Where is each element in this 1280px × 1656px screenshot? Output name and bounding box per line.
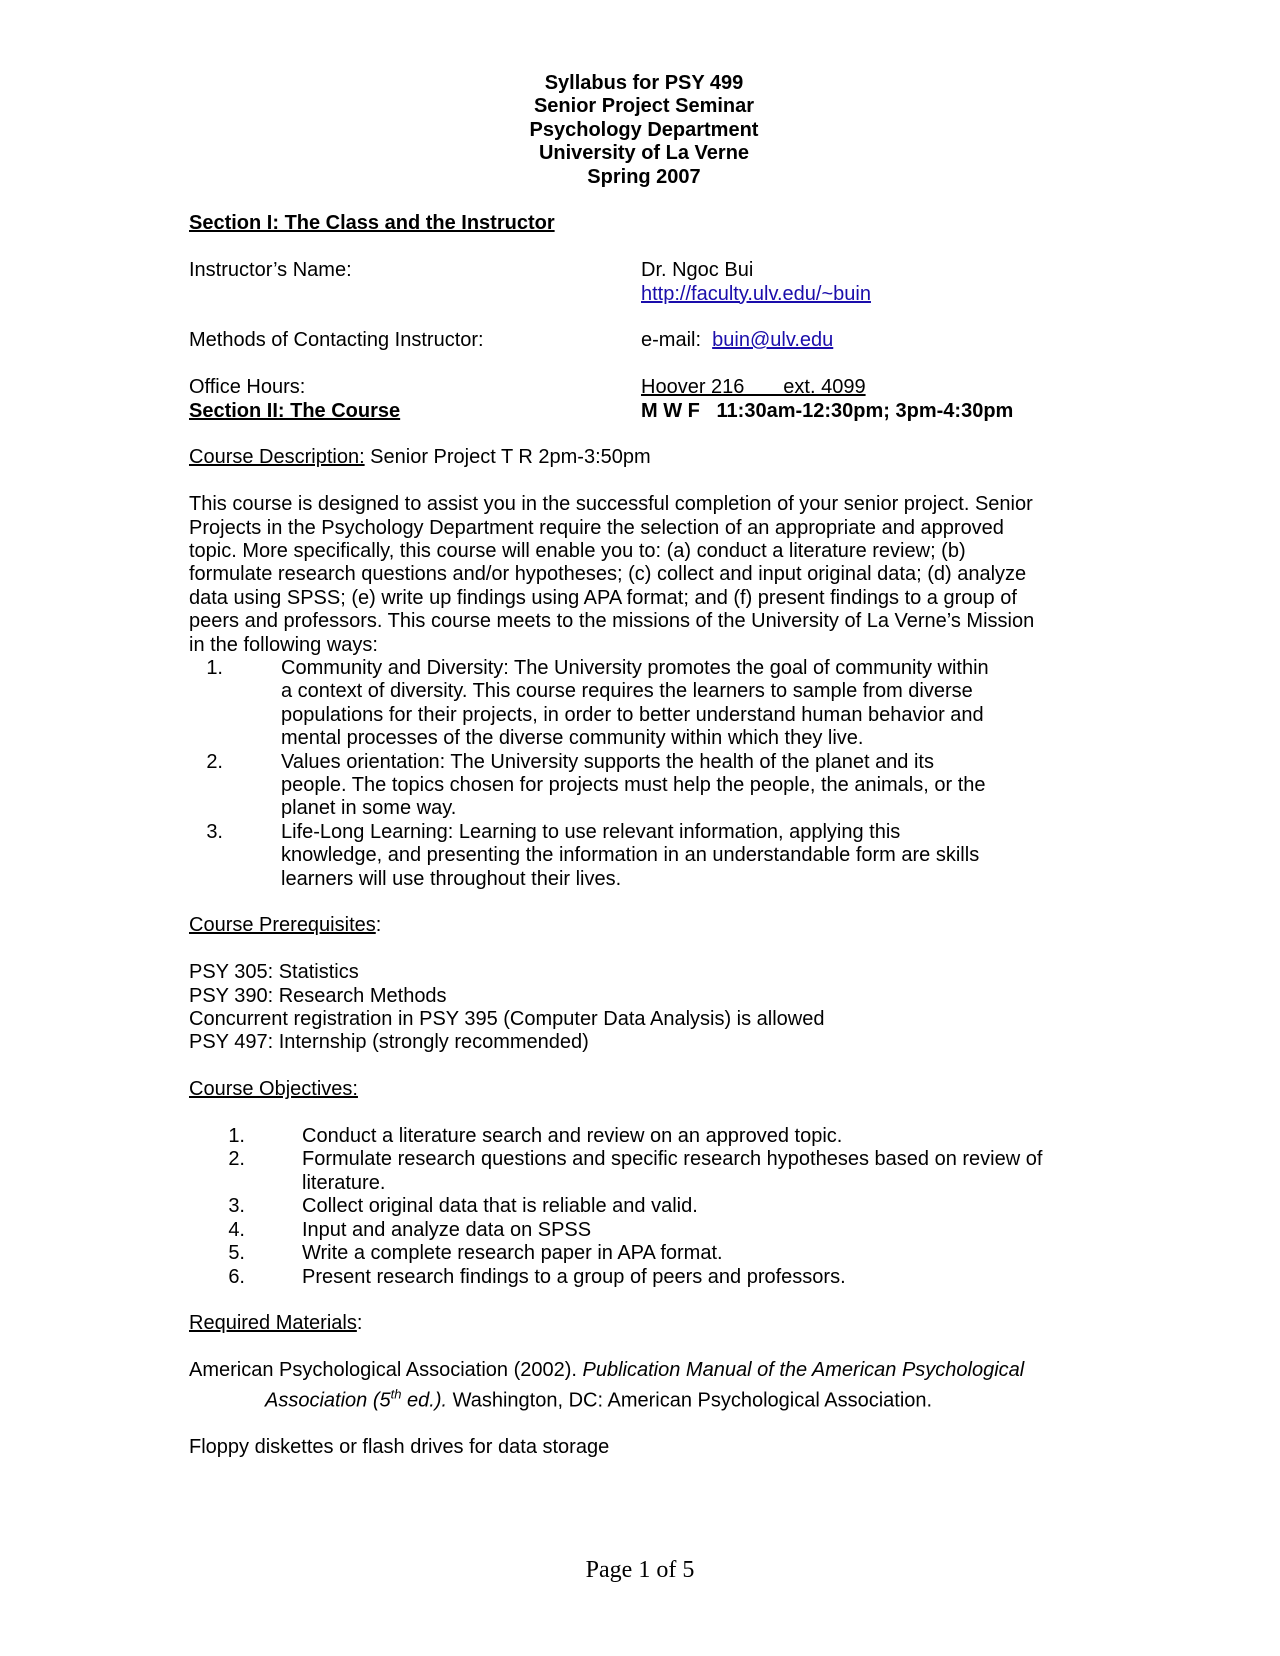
office-label: Office Hours: xyxy=(189,376,306,399)
materials-label: Required Materials xyxy=(189,1312,357,1335)
instructor-label: Instructor’s Name: xyxy=(189,259,352,282)
reference-title-cont: Association (5 xyxy=(265,1389,391,1412)
instructor-url-link[interactable]: http://faculty.ulv.edu/~buin xyxy=(641,282,871,305)
instructor-name: Dr. Ngoc Bui xyxy=(641,259,754,282)
list-line: literature. xyxy=(302,1171,386,1194)
title-line: Syllabus for PSY 499 xyxy=(544,72,744,94)
reference-title: Publication Manual of the American Psychological xyxy=(582,1359,1025,1382)
list-line: knowledge, and presenting the information in an understandable form are skills xyxy=(281,844,980,867)
list-line: planet in some way. xyxy=(281,797,457,820)
list-line: a context of diversity. This course requires the learners to sample from diverse xyxy=(281,680,973,703)
list-number: 6. xyxy=(228,1265,245,1288)
prerequisites-list xyxy=(189,961,1099,1055)
prerequisite-item: Concurrent registration in PSY 395 (Computer Data Analysis) is allowed xyxy=(189,1008,825,1031)
office-hours: M W F 11:30am-12:30pm; 3pm-4:30pm xyxy=(641,399,1014,422)
list-line: Values orientation: The University supports the health of the planet and its xyxy=(281,750,934,773)
materials-heading xyxy=(189,1312,1099,1335)
reference-superscript: th xyxy=(390,1386,402,1402)
document-title xyxy=(189,72,1099,189)
list-line: Collect original data that is reliable and valid. xyxy=(302,1195,698,1218)
list-item xyxy=(189,1148,1099,1195)
page-number: Page 1 of 5 xyxy=(585,1557,695,1583)
list-line: people. The topics chosen for projects must help the people, the animals, or the xyxy=(281,774,986,797)
prerequisite-item: PSY 497: Internship (strongly recommended) xyxy=(189,1031,589,1054)
list-number: 4. xyxy=(228,1218,245,1241)
course-description xyxy=(189,446,1099,469)
title-line: Psychology Department xyxy=(529,118,759,141)
intro-line: Projects in the Psychology Department require the selection of an appropriate and approved xyxy=(189,516,1004,539)
list-item xyxy=(189,1219,1099,1242)
list-line: Input and analyze data on SPSS xyxy=(302,1218,592,1241)
list-number: 2. xyxy=(206,750,223,773)
course-description-value: Senior Project T R 2pm-3:50pm xyxy=(364,446,651,469)
list-number: 3. xyxy=(228,1195,245,1218)
objectives-heading: Course Objectives: xyxy=(189,1078,358,1101)
list-item xyxy=(189,657,1099,751)
intro-line: This course is designed to assist you in the successful completion of your senior project. Senior xyxy=(189,493,1033,516)
list-number: 2. xyxy=(228,1148,245,1171)
email-link[interactable]: buin@ulv.edu xyxy=(712,329,834,352)
instructor-row xyxy=(189,259,1099,306)
reference-edition: ed.). xyxy=(401,1389,448,1412)
storage-note: Floppy diskettes or flash drives for data storage xyxy=(189,1435,610,1458)
list-number: 1. xyxy=(228,1125,245,1148)
title-line: University of La Verne xyxy=(538,142,750,165)
list-line: populations for their projects, in order to better understand human behavior and xyxy=(281,703,984,726)
list-line: Formulate research questions and specific research hypotheses based on review of xyxy=(302,1148,1043,1171)
title-line: Senior Project Seminar xyxy=(533,95,755,118)
materials-colon: : xyxy=(356,1312,363,1335)
apa-reference xyxy=(189,1359,1099,1412)
list-line: Write a complete research paper in APA format. xyxy=(302,1242,723,1265)
list-item xyxy=(189,821,1099,891)
list-item xyxy=(189,1195,1099,1218)
list-item xyxy=(189,1266,1099,1289)
reference-author: American Psychological Association (2002). xyxy=(189,1359,583,1382)
list-number: 1. xyxy=(206,657,223,679)
intro-line: in the following ways: xyxy=(189,633,378,656)
contact-row xyxy=(189,329,1099,352)
list-line: learners will use throughout their lives. xyxy=(281,867,622,890)
list-line: Community and Diversity: The University promotes the goal of community within xyxy=(281,657,989,679)
email-prefix: e-mail: xyxy=(641,329,702,352)
list-line: Present research findings to a group of peers and professors. xyxy=(302,1265,846,1288)
mission-ways-list xyxy=(189,657,1099,891)
intro-line: topic. More specifically, this course will enable you to: (a) conduct a literature review; (b) xyxy=(189,539,966,562)
syllabus-page xyxy=(189,72,1099,1459)
office-room: Hoover 216 ext. 4099 xyxy=(641,376,866,399)
reference-publisher: Washington, DC: American Psychological Association. xyxy=(447,1389,933,1412)
list-number: 5. xyxy=(228,1242,245,1265)
intro-line: data using SPSS; (e) write up findings using APA format; and (f) present findings to a group of xyxy=(189,586,1017,609)
title-line: Spring 2007 xyxy=(587,165,701,188)
course-description-label: Course Description: xyxy=(189,446,365,469)
list-item xyxy=(189,1242,1099,1265)
list-line: Conduct a literature search and review on an approved topic. xyxy=(302,1125,843,1148)
list-item xyxy=(189,1125,1099,1148)
list-number: 3. xyxy=(206,820,223,843)
course-intro xyxy=(189,493,1099,657)
intro-line: formulate research questions and/or hypotheses; (c) collect and input original data; (d) analyze xyxy=(189,563,1027,586)
prerequisites-colon: : xyxy=(375,914,382,937)
list-item xyxy=(189,751,1099,821)
objectives-list xyxy=(189,1125,1099,1289)
section-2-heading: Section II: The Course xyxy=(189,399,401,422)
section-1-heading: Section I: The Class and the Instructor xyxy=(189,212,555,235)
contact-label: Methods of Contacting Instructor: xyxy=(189,329,484,352)
list-line: Life-Long Learning: Learning to use relevant information, applying this xyxy=(281,820,901,843)
prerequisite-item: PSY 390: Research Methods xyxy=(189,984,447,1007)
intro-line: peers and professors. This course meets to the missions of the University of La Verne’s Mission xyxy=(189,610,1035,633)
prerequisites-label: Course Prerequisites xyxy=(189,914,376,937)
prerequisites-heading xyxy=(189,914,1099,937)
list-line: mental processes of the diverse community within which they live. xyxy=(281,727,864,750)
prerequisite-item: PSY 305: Statistics xyxy=(189,961,359,984)
